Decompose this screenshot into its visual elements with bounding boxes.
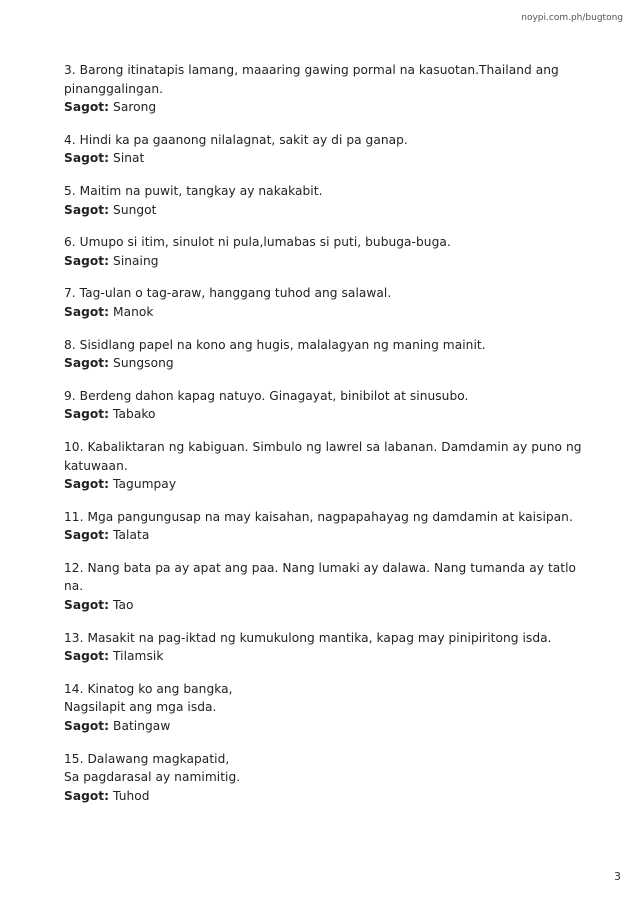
riddle-answer-row: [64, 201, 584, 220]
riddle-item: [64, 284, 584, 321]
riddle-question: 8. Sisidlang papel na kono ang hugis, malalagyan ng maning mainit.: [64, 337, 486, 352]
answer-value: Sarong: [113, 100, 157, 115]
riddle-item: [64, 131, 584, 168]
answer-value: Tagumpay: [113, 477, 177, 492]
riddle-item: [64, 233, 584, 270]
riddle-answer-row: [64, 526, 584, 545]
riddle-item: [64, 336, 584, 373]
answer-label: Sagot:: [64, 407, 110, 422]
answer-label: Sagot:: [64, 151, 110, 166]
riddle-question: 15. Dalawang magkapatid,: [64, 751, 230, 766]
answer-value: Tabako: [113, 407, 156, 422]
riddle-item: [64, 438, 584, 494]
riddle-answer-row: [64, 252, 584, 271]
riddle-item: [64, 680, 584, 736]
riddle-question: 7. Tag-ulan o tag-araw, hanggang tuhod ang salawal.: [64, 286, 392, 301]
riddle-question: 13. Masakit na pag-iktad ng kumukulong mantika, kapag may pinipiritong isda.: [64, 630, 552, 645]
answer-value: Tuhod: [113, 788, 150, 803]
riddle-item: [64, 508, 584, 545]
riddle-answer-row: [64, 98, 584, 117]
riddle-item: [64, 61, 584, 117]
riddle-answer-row: [64, 475, 584, 494]
riddle-question: 3. Barong itinatapis lamang, maaaring gawing pormal na kasuotan.Thailand ang pinanggalingan.: [64, 63, 559, 96]
answer-label: Sagot:: [64, 598, 110, 613]
riddle-question: 5. Maitim na puwit, tangkay ay nakakabit.: [64, 183, 323, 198]
riddle-question: 11. Mga pangungusap na may kaisahan, nagpapahayag ng damdamin at kaisipan.: [64, 509, 573, 524]
riddle-answer-row: [64, 647, 584, 666]
answer-value: Talata: [113, 528, 150, 543]
riddle-item: [64, 387, 584, 424]
answer-label: Sagot:: [64, 788, 110, 803]
answer-value: Batingaw: [113, 719, 171, 734]
answer-label: Sagot:: [64, 356, 110, 371]
riddle-question: 4. Hindi ka pa gaanong nilalagnat, sakit ay di pa ganap.: [64, 132, 408, 147]
answer-label: Sagot:: [64, 719, 110, 734]
riddle-answer-row: [64, 717, 584, 736]
riddle-question: 10. Kabaliktaran ng kabiguan. Simbulo ng lawrel sa labanan. Damdamin ay puno ng katuwaan.: [64, 439, 582, 473]
riddle-item: [64, 182, 584, 219]
riddle-question: 12. Nang bata pa ay apat ang paa. Nang lumaki ay dalawa. Nang tumanda ay tatlo na.: [64, 560, 577, 594]
answer-value: Tao: [113, 598, 134, 613]
riddle-answer-row: [64, 405, 584, 424]
answer-label: Sagot:: [64, 528, 110, 543]
riddle-question: Sa pagdarasal ay namimitig.: [64, 770, 241, 785]
riddle-question: 14. Kinatog ko ang bangka,: [64, 681, 233, 696]
answer-label: Sagot:: [64, 100, 110, 115]
answer-label: Sagot:: [64, 304, 110, 319]
riddle-question: 6. Umupo si itim, sinulot ni pula,lumabas si puti, bubuga-buga.: [64, 235, 451, 250]
answer-value: Sinaing: [113, 253, 159, 268]
riddle-answer-row: [64, 303, 584, 322]
riddle-answer-row: [64, 787, 584, 806]
answer-value: Sungot: [113, 202, 157, 217]
riddle-item: [64, 629, 584, 666]
answer-value: Tilamsik: [113, 649, 164, 664]
riddle-list: [64, 61, 584, 819]
answer-label: Sagot:: [64, 649, 110, 664]
riddle-answer-row: [64, 596, 584, 615]
riddle-question: 9. Berdeng dahon kapag natuyo. Ginagayat, binibilot at sinusubo.: [64, 388, 469, 403]
riddle-question: Nagsilapit ang mga isda.: [64, 700, 217, 715]
riddle-answer-row: [64, 149, 584, 168]
answer-value: Manok: [113, 304, 154, 319]
page-number: 3: [614, 870, 621, 883]
riddle-answer-row: [64, 354, 584, 373]
answer-value: Sinat: [113, 151, 145, 166]
answer-label: Sagot:: [64, 253, 110, 268]
answer-value: Sungsong: [113, 356, 174, 371]
answer-label: Sagot:: [64, 477, 110, 492]
riddle-item: [64, 750, 584, 806]
riddle-item: [64, 559, 584, 615]
answer-label: Sagot:: [64, 202, 110, 217]
source-url: noypi.com.ph/bugtong: [521, 13, 623, 23]
